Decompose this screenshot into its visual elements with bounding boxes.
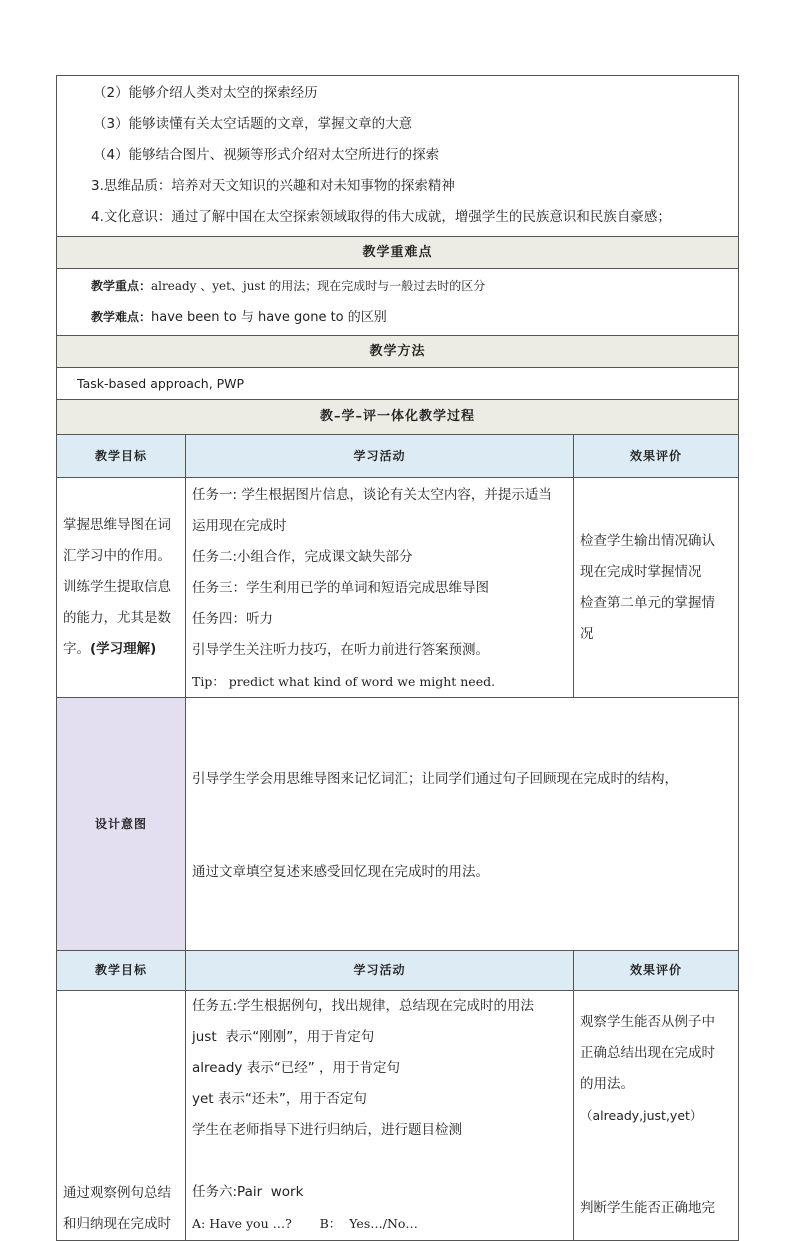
goal-line: 训练学生提取信息 — [63, 579, 171, 595]
block2-goal-cell — [57, 991, 186, 1241]
eval-line: 况 — [580, 625, 594, 642]
focus-text: already 、yet、just 的用法；现在完成时与一般过去时的区分 — [151, 279, 486, 293]
activity-line — [192, 1146, 573, 1177]
eval-line: 检查学生输出情况确认 — [580, 532, 715, 549]
col-header-eval: 效果评价 — [574, 435, 739, 478]
block2-eval-cell — [574, 991, 739, 1241]
intent-line: 通过文章填空复述来感受回忆现在完成时的用法。 — [192, 864, 489, 880]
col-header-activity: 学习活动 — [186, 435, 574, 478]
activity-line: 任务三：学生利用已学的单词和短语完成思维导图 — [192, 580, 489, 596]
objective-line: 4.文化意识：通过了解中国在太空探索领域取得的伟大成就，增强学生的民族意识和民族自豪感； — [91, 209, 671, 225]
goal-line: 汇学习中的作用。 — [63, 548, 171, 564]
intent-line: 引导学生学会用思维导图来记忆词汇；让同学们通过句子回顾现在完成时的结构， — [192, 771, 678, 787]
objective-line: （3）能够读懂有关太空话题的文章，掌握文章的大意 — [93, 116, 413, 132]
objective-line: 3.思维品质：培养对天文知识的兴趣和对未知事物的探索精神 — [91, 178, 455, 194]
activity-line: yet 表示“还未”，用于否定句 — [192, 1091, 367, 1107]
activity-line: 学生在老师指导下进行归纳后，进行题目检测 — [192, 1122, 462, 1138]
lesson-plan-page — [56, 75, 738, 1241]
activity-line: already 表示“已经” ，用于肯定句 — [192, 1060, 400, 1076]
eval-line — [580, 1131, 738, 1162]
focus-label: 教学重点： — [91, 279, 152, 293]
activity-line: 任务五:学生根据例句，找出规律，总结现在完成时的用法 — [192, 998, 535, 1014]
col-header-activity: 学习活动 — [186, 951, 574, 991]
eval-line — [580, 1162, 738, 1193]
activity-line: 任务一: 学生根据图片信息，谈论有关太空内容，并提示适当 — [192, 487, 552, 503]
methods-cell — [57, 368, 739, 400]
difficulty-label: 教学难点： — [91, 310, 152, 324]
objective-line: （4）能够结合图片、视频等形式介绍对太空所进行的探索 — [93, 147, 440, 163]
goal-line: 和归纳现在完成时 — [63, 1216, 171, 1232]
activity-line: 运用现在完成时 — [192, 518, 287, 534]
objectives-cell — [57, 76, 739, 237]
key-points-header: 教学重难点 — [57, 237, 739, 269]
goal-line: 掌握思维导图在词 — [63, 517, 171, 533]
col-header-eval: 效果评价 — [574, 951, 739, 991]
goal-line: 字。 — [63, 641, 90, 657]
methods-text: Task-based approach, PWP — [77, 376, 245, 391]
block1-goal-cell — [57, 478, 186, 698]
eval-line: 的用法。 — [580, 1076, 634, 1092]
eval-line: 正确总结出现在完成时 — [580, 1045, 715, 1061]
eval-line: 现在完成时掌握情况 — [580, 563, 702, 580]
block2-activity-cell — [186, 991, 574, 1241]
goal-line: 通过观察例句总结 — [63, 1185, 171, 1201]
design-intent-label: 设计意图 — [57, 698, 186, 951]
activity-line: 任务四：听力 — [192, 611, 273, 627]
difficulty-text: have been to 与 have gone to 的区别 — [151, 310, 387, 325]
activity-line: 任务二:小组合作，完成课文缺失部分 — [192, 549, 413, 565]
activity-line: A: Have you …? B： Yes…/No… — [192, 1216, 418, 1231]
activity-line: 引导学生关注听力技巧，在听力前进行答案预测。 — [192, 642, 489, 658]
design-intent-cell — [186, 698, 739, 951]
process-header: 教–学–评一体化教学过程 — [57, 400, 739, 435]
col-header-goal: 教学目标 — [57, 951, 186, 991]
activity-line: 任务六:Pair work — [192, 1184, 304, 1200]
eval-line: 观察学生能否从例子中 — [580, 1014, 715, 1030]
activity-line: Tip： predict what kind of word we might need. — [192, 674, 496, 689]
methods-header: 教学方法 — [57, 336, 739, 368]
eval-line: （already,just,yet） — [580, 1108, 703, 1123]
objective-line: （2）能够介绍人类对太空的探索经历 — [93, 85, 318, 101]
activity-line: just 表示“刚刚”，用于肯定句 — [192, 1029, 375, 1045]
lesson-plan-table — [56, 75, 739, 1241]
key-points-cell — [57, 269, 739, 336]
col-header-goal: 教学目标 — [57, 435, 186, 478]
goal-line: 的能力，尤其是数 — [63, 610, 171, 626]
eval-line: 检查第二单元的掌握情 — [580, 594, 715, 611]
eval-line: 判断学生能否正确地完 — [580, 1200, 715, 1216]
goal-tag: (学习理解) — [90, 641, 157, 657]
block1-eval-cell — [574, 478, 739, 698]
block1-activity-cell — [186, 478, 574, 698]
